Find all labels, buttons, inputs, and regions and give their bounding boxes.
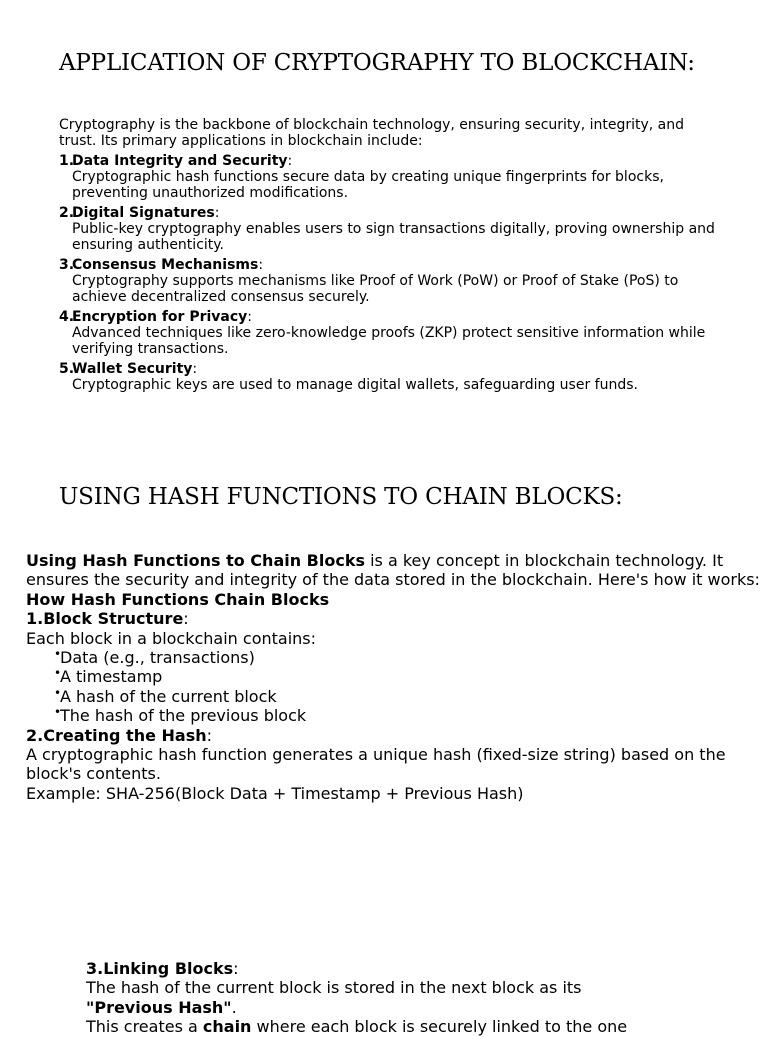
partial-end: where each block is securely linked to the one — [251, 1017, 628, 1037]
bullet-icon: • — [54, 666, 62, 681]
hash-intro-text: is a key concept in blockchain technology. It ensures the security and integrity of the data stored in the blockchain. Here's how it works: — [26, 551, 760, 590]
step2-label: 2.Creating the Hash — [26, 725, 207, 745]
item-heading — [59, 361, 719, 377]
step3-heading — [86, 959, 746, 978]
item-colon: : — [287, 153, 293, 169]
item-description: Cryptographic keys are used to manage digital wallets, safeguarding user funds. — [72, 377, 638, 393]
step1-heading — [26, 609, 766, 628]
item-heading — [59, 309, 719, 325]
linking-section — [86, 959, 746, 1037]
hash-chaining-section — [26, 551, 766, 803]
subheading-text: How Hash Functions Chain Blocks — [26, 589, 330, 609]
item-title: Consensus Mechanisms — [72, 257, 259, 273]
step2-example: Example: SHA-256(Block Data + Timestamp + Previous Hash) — [26, 783, 524, 803]
cryptography-item — [59, 361, 719, 393]
step2-heading — [26, 726, 766, 745]
block-contents-list — [26, 648, 766, 726]
list-item-text: The hash of the previous block — [60, 706, 307, 726]
step1-text: Each block in a blockchain contains: — [26, 628, 317, 648]
list-item-text: A hash of the current block — [60, 686, 277, 706]
item-heading — [59, 257, 719, 273]
item-title: Data Integrity and Security — [72, 153, 288, 169]
step2-colon: : — [206, 725, 212, 745]
hash-intro — [26, 551, 766, 590]
section-title-hash-functions: USING HASH FUNCTIONS TO CHAIN BLOCKS: — [59, 484, 623, 510]
item-title: Wallet Security — [72, 361, 193, 377]
item-number: 1. — [59, 153, 75, 169]
list-item-text: Data (e.g., transactions) — [60, 648, 255, 668]
item-colon: : — [258, 257, 264, 273]
cryptography-item — [59, 309, 719, 357]
item-title: Digital Signatures — [72, 205, 215, 221]
bullet-icon: • — [54, 685, 62, 700]
previous-hash-term: "Previous Hash" — [86, 997, 232, 1017]
item-colon: : — [192, 361, 198, 377]
step1-colon: : — [183, 609, 189, 629]
list-item-text: A timestamp — [60, 667, 163, 687]
item-number: 5. — [59, 361, 75, 377]
item-description: Advanced techniques like zero-knowledge proofs (ZKP) protect sensitive information while verifying transactions. — [72, 325, 706, 357]
item-colon: : — [214, 205, 220, 221]
step3-text: The hash of the current block is stored in the next block as its — [86, 978, 582, 998]
cryptography-item — [59, 153, 719, 201]
cryptography-intro: Cryptography is the backbone of blockchain technology, ensuring security, integrity, and trust. Its primary applications in blockchain include: — [59, 117, 685, 149]
cryptography-item — [59, 205, 719, 253]
list-item — [26, 687, 766, 706]
item-number: 2. — [59, 205, 75, 221]
subheading — [26, 590, 766, 609]
partial-start: This creates a — [86, 1017, 203, 1037]
item-title: Encryption for Privacy — [72, 309, 248, 325]
item-heading — [59, 153, 719, 169]
item-colon: : — [247, 309, 252, 325]
step3-label: 3.Linking Blocks — [86, 959, 234, 978]
step3-partial-line — [86, 1017, 746, 1036]
item-heading — [59, 205, 719, 221]
list-item — [26, 648, 766, 667]
step3-quoted-line — [86, 998, 746, 1017]
step3-period: . — [231, 997, 237, 1017]
item-number: 3. — [59, 257, 75, 273]
hash-intro-bold: Using Hash Functions to Chain Blocks — [26, 551, 365, 570]
list-item — [26, 667, 766, 686]
step2-text: A cryptographic hash function generates a unique hash (fixed-size string) based on the block's contents. — [26, 745, 726, 784]
chain-term: chain — [202, 1017, 252, 1037]
section-title-cryptography: APPLICATION OF CRYPTOGRAPHY TO BLOCKCHAIN: — [59, 50, 695, 76]
item-description: Public-key cryptography enables users to sign transactions digitally, proving ownership and ensuring authenticity. — [72, 221, 715, 253]
cryptography-section — [59, 117, 719, 397]
bullet-icon: • — [54, 647, 62, 662]
list-item — [26, 706, 766, 725]
bullet-icon: • — [54, 705, 62, 720]
cryptography-item — [59, 257, 719, 305]
item-number: 4. — [59, 309, 75, 325]
item-description: Cryptographic hash functions secure data by creating unique fingerprints for blocks, preventing unauthorized modifications. — [72, 169, 664, 201]
item-description: Cryptography supports mechanisms like Proof of Work (PoW) or Proof of Stake (PoS) to achieve decentralized consensus securely. — [72, 273, 679, 305]
step1-label: 1.Block Structure — [26, 609, 184, 629]
step3-colon: : — [233, 959, 239, 978]
